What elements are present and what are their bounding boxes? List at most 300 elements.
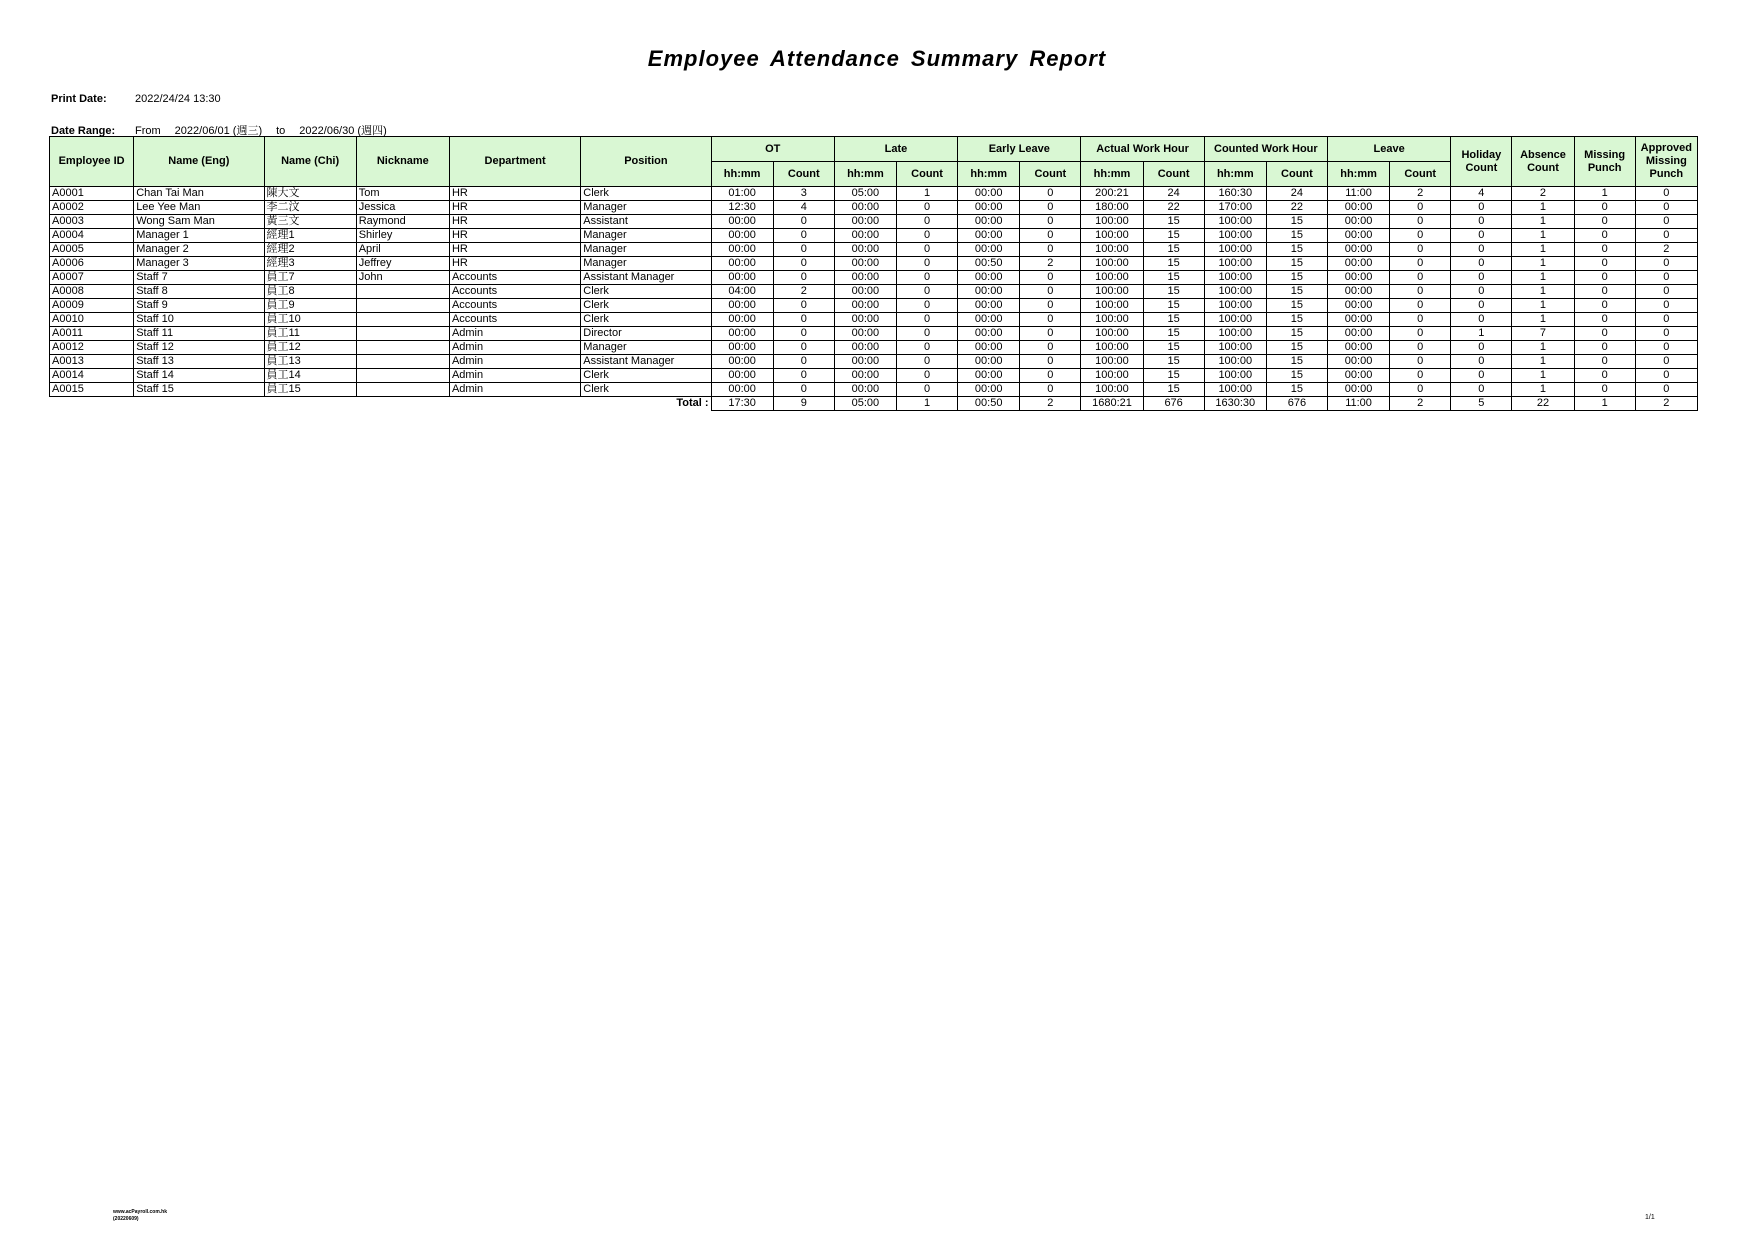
header-actual-work-hour: Actual Work Hour: [1081, 137, 1204, 162]
table-cell: 員工12: [264, 341, 356, 355]
table-cell: 00:00: [834, 229, 896, 243]
table-cell: Clerk: [581, 369, 711, 383]
total-row: [50, 397, 1698, 411]
table-cell: Manager 2: [134, 243, 264, 257]
table-cell: 22: [1266, 201, 1327, 215]
table-cell: 0: [1390, 341, 1451, 355]
table-cell: [356, 327, 449, 341]
table-cell: 0: [1451, 383, 1512, 397]
table-cell: 0: [1574, 327, 1635, 341]
table-cell: 100:00: [1081, 285, 1143, 299]
table-cell: 00:00: [958, 229, 1020, 243]
total-cell: 22: [1512, 397, 1574, 411]
total-cell: 2: [1390, 397, 1451, 411]
table-cell: 100:00: [1081, 257, 1143, 271]
total-cell: 1630:30: [1204, 397, 1266, 411]
table-cell: 員工10: [264, 313, 356, 327]
table-cell: A0005: [50, 243, 134, 257]
footer-version: (20220609): [113, 1216, 139, 1222]
table-cell: 00:00: [834, 215, 896, 229]
subheader-count: Count: [1143, 162, 1204, 187]
table-cell: Tom: [356, 187, 449, 201]
table-cell: 00:00: [958, 215, 1020, 229]
report-title: Employee Attendance Summary Report: [647, 46, 1107, 71]
table-cell: 00:00: [711, 355, 773, 369]
table-cell: 00:00: [711, 341, 773, 355]
table-cell: 0: [1020, 313, 1081, 327]
table-cell: A0012: [50, 341, 134, 355]
table-cell: 00:00: [834, 355, 896, 369]
table-cell: 1: [1512, 285, 1574, 299]
total-cell: 1: [896, 397, 957, 411]
table-cell: 00:00: [958, 271, 1020, 285]
table-cell: 100:00: [1081, 355, 1143, 369]
table-cell: Admin: [449, 327, 580, 341]
table-cell: 00:00: [711, 215, 773, 229]
table-cell: 員工7: [264, 271, 356, 285]
table-cell: Accounts: [449, 313, 580, 327]
table-cell: 0: [896, 215, 957, 229]
table-cell: 100:00: [1204, 271, 1266, 285]
table-cell: [356, 285, 449, 299]
table-cell: 0: [1574, 313, 1635, 327]
table-cell: 0: [773, 215, 834, 229]
footer-website: www.acPayroll.com.hk: [113, 1209, 168, 1215]
table-cell: 00:50: [958, 257, 1020, 271]
table-cell: 0: [896, 313, 957, 327]
table-cell: Clerk: [581, 187, 711, 201]
subheader-count: Count: [896, 162, 957, 187]
table-cell: 0: [1451, 201, 1512, 215]
table-cell: A0014: [50, 369, 134, 383]
table-cell: 0: [1574, 383, 1635, 397]
table-cell: A0002: [50, 201, 134, 215]
table-cell: HR: [449, 187, 580, 201]
table-cell: John: [356, 271, 449, 285]
table-cell: 00:00: [1327, 229, 1389, 243]
table-cell: 0: [773, 383, 834, 397]
to-value: 2022/06/30 (週四): [299, 125, 387, 137]
table-cell: Staff 9: [134, 299, 264, 313]
table-cell: 0: [1390, 369, 1451, 383]
table-cell: 15: [1266, 285, 1327, 299]
table-cell: A0003: [50, 215, 134, 229]
table-cell: 15: [1266, 243, 1327, 257]
table-cell: 00:00: [1327, 285, 1389, 299]
table-cell: 0: [1390, 257, 1451, 271]
table-cell: 15: [1143, 313, 1204, 327]
table-cell: 00:00: [711, 299, 773, 313]
table-cell: 1: [896, 187, 957, 201]
subheader-hhmm: hh:mm: [1204, 162, 1266, 187]
table-cell: 00:00: [711, 313, 773, 327]
table-cell: Assistant Manager: [581, 271, 711, 285]
table-cell: A0013: [50, 355, 134, 369]
table-cell: A0008: [50, 285, 134, 299]
table-cell: 00:00: [1327, 369, 1389, 383]
table-cell: [356, 383, 449, 397]
table-cell: 0: [1635, 201, 1697, 215]
table-cell: Manager: [581, 243, 711, 257]
table-cell: Jeffrey: [356, 257, 449, 271]
table-body: [50, 187, 1698, 411]
table-row: [50, 327, 1698, 341]
table-cell: 1: [1512, 257, 1574, 271]
table-cell: 00:00: [1327, 355, 1389, 369]
table-cell: 0: [1020, 327, 1081, 341]
table-cell: 100:00: [1081, 369, 1143, 383]
table-cell: 0: [1451, 341, 1512, 355]
header-holiday-count: Holiday Count: [1451, 137, 1512, 187]
table-cell: Chan Tai Man: [134, 187, 264, 201]
table-cell: 00:00: [958, 243, 1020, 257]
table-cell: 0: [773, 369, 834, 383]
table-cell: A0015: [50, 383, 134, 397]
table-cell: A0001: [50, 187, 134, 201]
table-cell: 0: [1635, 215, 1697, 229]
table-cell: 100:00: [1204, 383, 1266, 397]
table-cell: 15: [1266, 327, 1327, 341]
table-cell: Manager: [581, 257, 711, 271]
to-label: to: [276, 125, 286, 137]
table-cell: 0: [896, 229, 957, 243]
table-cell: 180:00: [1081, 201, 1143, 215]
table-cell: April: [356, 243, 449, 257]
table-cell: 黃三文: [264, 215, 356, 229]
header-ot: OT: [711, 137, 834, 162]
table-cell: 0: [1020, 341, 1081, 355]
table-cell: 00:00: [958, 313, 1020, 327]
table-row: [50, 187, 1698, 201]
attendance-table: [49, 136, 1698, 411]
table-cell: 00:00: [1327, 257, 1389, 271]
table-cell: Clerk: [581, 383, 711, 397]
total-cell: 5: [1451, 397, 1512, 411]
subheader-hhmm: hh:mm: [834, 162, 896, 187]
table-cell: 15: [1143, 355, 1204, 369]
table-cell: Staff 12: [134, 341, 264, 355]
table-cell: 00:00: [834, 327, 896, 341]
table-cell: 0: [1390, 383, 1451, 397]
table-cell: 15: [1266, 271, 1327, 285]
table-cell: 0: [773, 271, 834, 285]
total-cell: 2: [1020, 397, 1081, 411]
header-early-leave: Early Leave: [958, 137, 1081, 162]
header-department: Department: [449, 137, 580, 187]
table-cell: 15: [1266, 313, 1327, 327]
table-cell: 00:00: [958, 383, 1020, 397]
table-cell: 1: [1512, 271, 1574, 285]
table-cell: 24: [1143, 187, 1204, 201]
header-approved-missing-punch: Approved Missing Punch: [1635, 137, 1697, 187]
table-cell: 1: [1574, 187, 1635, 201]
table-cell: 00:00: [1327, 201, 1389, 215]
table-cell: 經理1: [264, 229, 356, 243]
table-cell: 100:00: [1204, 215, 1266, 229]
table-cell: 4: [773, 201, 834, 215]
table-cell: 0: [1451, 313, 1512, 327]
date-range-label: Date Range:: [51, 125, 116, 137]
table-cell: 01:00: [711, 187, 773, 201]
table-cell: Staff 14: [134, 369, 264, 383]
table-cell: [356, 341, 449, 355]
table-cell: [356, 355, 449, 369]
table-cell: 00:00: [958, 327, 1020, 341]
table-cell: 0: [1020, 285, 1081, 299]
table-cell: 1: [1512, 383, 1574, 397]
subheader-hhmm: hh:mm: [1081, 162, 1143, 187]
table-cell: 員工15: [264, 383, 356, 397]
table-cell: Manager: [581, 341, 711, 355]
table-cell: 0: [773, 341, 834, 355]
table-cell: 0: [1020, 355, 1081, 369]
table-row: [50, 229, 1698, 243]
table-cell: 2: [1020, 257, 1081, 271]
table-cell: 2: [1512, 187, 1574, 201]
header-name-chi: Name (Chi): [264, 137, 356, 187]
table-row: [50, 257, 1698, 271]
table-cell: 1: [1512, 229, 1574, 243]
print-date-label: Print Date:: [51, 93, 107, 105]
header-leave: Leave: [1327, 137, 1450, 162]
table-cell: 00:00: [958, 369, 1020, 383]
table-cell: Staff 15: [134, 383, 264, 397]
table-cell: Manager: [581, 201, 711, 215]
table-cell: 員工8: [264, 285, 356, 299]
table-cell: 100:00: [1081, 215, 1143, 229]
table-cell: 0: [1390, 243, 1451, 257]
table-cell: 15: [1266, 355, 1327, 369]
table-cell: 00:00: [711, 383, 773, 397]
table-cell: A0010: [50, 313, 134, 327]
table-cell: 00:00: [834, 341, 896, 355]
table-cell: Admin: [449, 369, 580, 383]
table-cell: 0: [1451, 299, 1512, 313]
table-cell: A0006: [50, 257, 134, 271]
table-cell: Wong Sam Man: [134, 215, 264, 229]
table-cell: 0: [1635, 257, 1697, 271]
table-cell: Admin: [449, 383, 580, 397]
table-cell: 陳大文: [264, 187, 356, 201]
table-cell: 15: [1266, 299, 1327, 313]
header-name-eng: Name (Eng): [134, 137, 264, 187]
table-cell: 0: [896, 327, 957, 341]
table-cell: 0: [773, 243, 834, 257]
table-cell: 1: [1512, 201, 1574, 215]
table-cell: A0004: [50, 229, 134, 243]
table-cell: Staff 7: [134, 271, 264, 285]
table-cell: 11:00: [1327, 187, 1389, 201]
table-cell: HR: [449, 257, 580, 271]
table-cell: A0007: [50, 271, 134, 285]
total-cell: 2: [1635, 397, 1697, 411]
from-label: From: [135, 125, 161, 137]
table-cell: A0011: [50, 327, 134, 341]
from-value: 2022/06/01 (週三): [174, 125, 263, 137]
total-cell: 17:30: [711, 397, 773, 411]
table-cell: 0: [1390, 355, 1451, 369]
table-cell: 100:00: [1081, 313, 1143, 327]
subheader-count: Count: [1266, 162, 1327, 187]
header-late: Late: [834, 137, 957, 162]
table-cell: Clerk: [581, 299, 711, 313]
table-row: [50, 243, 1698, 257]
table-cell: 0: [1451, 369, 1512, 383]
table-cell: 100:00: [1204, 369, 1266, 383]
table-cell: 0: [1451, 257, 1512, 271]
table-cell: 15: [1266, 229, 1327, 243]
table-cell: 0: [1020, 229, 1081, 243]
table-cell: 0: [1020, 201, 1081, 215]
table-cell: 15: [1143, 327, 1204, 341]
table-cell: Assistant Manager: [581, 355, 711, 369]
total-cell: 1: [1574, 397, 1635, 411]
table-cell: 經理2: [264, 243, 356, 257]
table-cell: 00:00: [958, 341, 1020, 355]
table-cell: 00:00: [958, 299, 1020, 313]
table-cell: 00:00: [1327, 341, 1389, 355]
table-cell: Admin: [449, 355, 580, 369]
table-cell: 100:00: [1204, 327, 1266, 341]
table-cell: 00:00: [1327, 243, 1389, 257]
table-cell: 00:00: [834, 369, 896, 383]
table-cell: 0: [1635, 383, 1697, 397]
table-cell: 15: [1266, 369, 1327, 383]
table-cell: 00:00: [711, 243, 773, 257]
table-cell: 0: [1390, 229, 1451, 243]
table-cell: Staff 10: [134, 313, 264, 327]
table-cell: 0: [1635, 187, 1697, 201]
table-cell: 00:00: [958, 285, 1020, 299]
table-cell: 0: [896, 285, 957, 299]
table-row: [50, 285, 1698, 299]
header-counted-work-hour: Counted Work Hour: [1204, 137, 1327, 162]
table-cell: 0: [1020, 187, 1081, 201]
table-cell: 0: [1020, 271, 1081, 285]
table-cell: 員工13: [264, 355, 356, 369]
subheader-hhmm: hh:mm: [958, 162, 1020, 187]
table-cell: 0: [1574, 271, 1635, 285]
table-cell: 0: [1635, 355, 1697, 369]
table-cell: 1: [1451, 327, 1512, 341]
table-cell: 0: [1635, 229, 1697, 243]
table-cell: 0: [896, 383, 957, 397]
table-cell: Accounts: [449, 285, 580, 299]
table-cell: 0: [1574, 299, 1635, 313]
table-cell: Accounts: [449, 299, 580, 313]
table-cell: 170:00: [1204, 201, 1266, 215]
table-cell: 0: [1451, 229, 1512, 243]
table-cell: 00:00: [711, 257, 773, 271]
table-cell: 00:00: [834, 243, 896, 257]
table-cell: 100:00: [1204, 313, 1266, 327]
table-cell: 1: [1512, 369, 1574, 383]
table-cell: Lee Yee Man: [134, 201, 264, 215]
table-cell: 0: [1635, 285, 1697, 299]
table-cell: 李二汶: [264, 201, 356, 215]
total-cell: 00:50: [958, 397, 1020, 411]
table-cell: HR: [449, 215, 580, 229]
table-cell: 24: [1266, 187, 1327, 201]
table-cell: Staff 13: [134, 355, 264, 369]
table-cell: 0: [1020, 243, 1081, 257]
table-cell: 22: [1143, 201, 1204, 215]
table-cell: 0: [1020, 383, 1081, 397]
table-cell: 0: [1635, 271, 1697, 285]
table-cell: 05:00: [834, 187, 896, 201]
table-cell: 00:00: [958, 187, 1020, 201]
footer-left: [113, 1209, 167, 1223]
table-cell: 0: [1574, 201, 1635, 215]
table-cell: 0: [896, 271, 957, 285]
table-cell: 15: [1143, 243, 1204, 257]
table-cell: 0: [1574, 369, 1635, 383]
table-cell: 0: [896, 355, 957, 369]
subheader-hhmm: hh:mm: [711, 162, 773, 187]
table-cell: 15: [1143, 271, 1204, 285]
table-cell: 00:00: [834, 257, 896, 271]
print-date-row: [51, 93, 221, 105]
table-cell: 15: [1143, 257, 1204, 271]
table-cell: 0: [1390, 271, 1451, 285]
table-cell: 經理3: [264, 257, 356, 271]
table-cell: 04:00: [711, 285, 773, 299]
table-cell: 100:00: [1081, 243, 1143, 257]
subheader-hhmm: hh:mm: [1327, 162, 1389, 187]
table-cell: 15: [1143, 383, 1204, 397]
table-row: [50, 215, 1698, 229]
table-cell: 0: [1020, 215, 1081, 229]
table-cell: 1: [1512, 299, 1574, 313]
table-cell: 0: [1451, 243, 1512, 257]
table-cell: Raymond: [356, 215, 449, 229]
subheader-count: Count: [1390, 162, 1451, 187]
table-cell: Assistant: [581, 215, 711, 229]
table-cell: 200:21: [1081, 187, 1143, 201]
print-date-value: 2022/24/24 13:30: [135, 93, 221, 105]
table-cell: Staff 8: [134, 285, 264, 299]
table-cell: 15: [1143, 341, 1204, 355]
table-cell: 0: [896, 201, 957, 215]
table-cell: 0: [1451, 285, 1512, 299]
table-cell: 0: [1574, 285, 1635, 299]
table-cell: 00:00: [1327, 313, 1389, 327]
table-cell: 0: [1451, 215, 1512, 229]
total-cell: 9: [773, 397, 834, 411]
table-cell: 100:00: [1204, 341, 1266, 355]
table-cell: 1: [1512, 313, 1574, 327]
table-cell: 100:00: [1204, 355, 1266, 369]
table-cell: 100:00: [1204, 243, 1266, 257]
table-cell: 1: [1512, 355, 1574, 369]
table-cell: 00:00: [958, 355, 1020, 369]
table-cell: 0: [1020, 299, 1081, 313]
table-cell: Director: [581, 327, 711, 341]
table-cell: HR: [449, 201, 580, 215]
table-cell: 0: [773, 229, 834, 243]
table-cell: [356, 369, 449, 383]
table-cell: 0: [1020, 369, 1081, 383]
table-cell: 0: [1635, 341, 1697, 355]
header-missing-punch: Missing Punch: [1574, 137, 1635, 187]
table-cell: 0: [773, 327, 834, 341]
table-cell: 15: [1266, 341, 1327, 355]
table-cell: HR: [449, 229, 580, 243]
table-cell: Clerk: [581, 313, 711, 327]
table-cell: 0: [1574, 215, 1635, 229]
table-cell: 0: [1451, 355, 1512, 369]
table-cell: 15: [1143, 229, 1204, 243]
